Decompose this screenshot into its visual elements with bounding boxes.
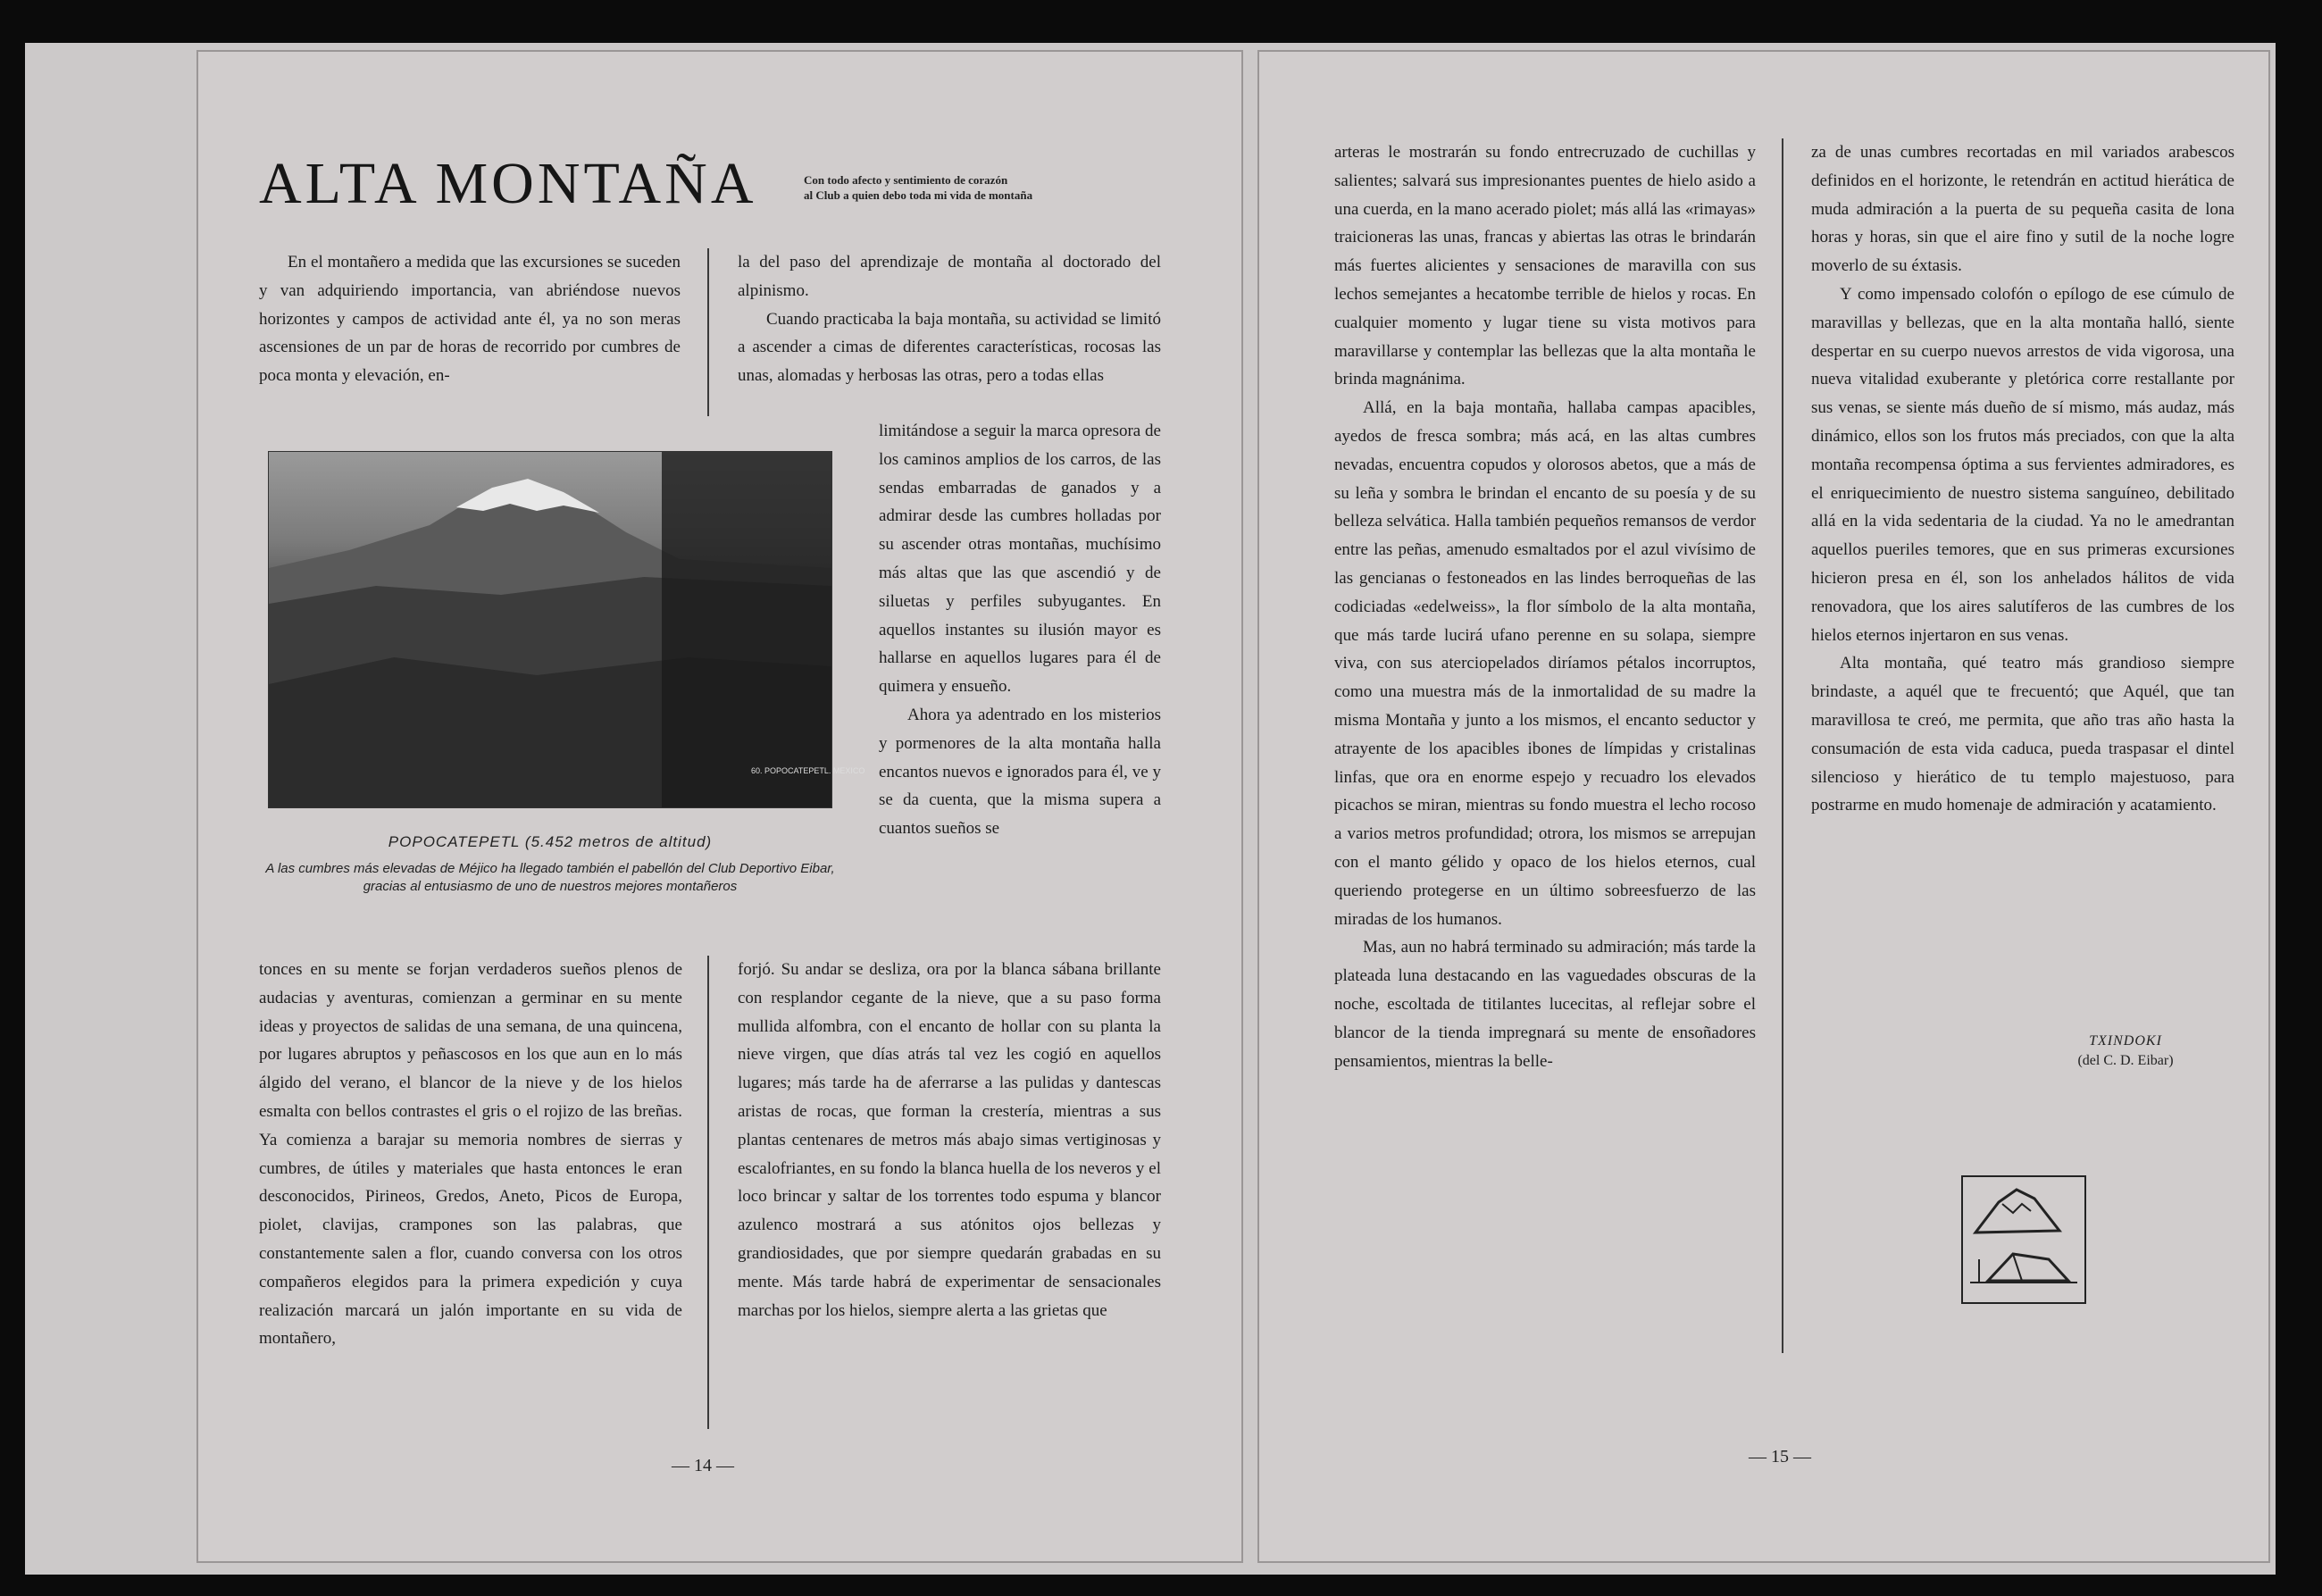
caption-text: A las cumbres más elevadas de Méjico ha llegado también el pabellón del Club Deportivo Eibar, gracias al entusiasmo de uno de nuestros mejores montañeros: [265, 861, 835, 894]
paragraph: Cuando practicaba la baja montaña, su actividad se limitó a ascender a cimas de diferentes características, rocosas las unas, alomadas y herbosas las otras, pero a todas ellas: [738, 309, 1161, 386]
snow-cap: [456, 479, 599, 513]
mountain-tent-icon: [1963, 1177, 2084, 1302]
page-number-right: — 15 —: [1749, 1447, 1811, 1466]
signature: [2054, 1032, 2197, 1071]
column-rule: [1782, 138, 1783, 1353]
paragraph: za de unas cumbres recortadas en mil variados arabescos definidos en el horizonte, le retendrán en actitud hierática de muda admiración a la puerta de su pequeña casita de lona horas y horas, sin que el aire fino y sutil de la noche logre moverlo de su éxtasis.: [1811, 143, 2234, 276]
mountain-illustration: [269, 452, 865, 807]
right-column-1: [1334, 138, 1756, 1075]
dedication-line-1: Con todo afecto y sentimiento de corazón: [804, 173, 1008, 187]
column-rule: [707, 248, 709, 416]
mountain-tent-emblem: [1961, 1175, 2086, 1304]
trees-silhouette: [662, 452, 831, 807]
paragraph: arteras le mostrarán su fondo entrecruzado de cuchillas y salientes; salvará sus impresionantes puentes de hielo asido a una cuerda, en la mano acerado piolet; más allá las «rimayas» traicioneras las unas, francas y abiertas las otras le brindarán más fuertes alicientes y sensaciones de maravilla con sus lechos semejantes a hecatombe terrible de hielos y rocas. En cualquier momento y lugar tiene su vista motivos para maravillarse y contemplar las bellezas que la alta montaña le brinda magnánima.: [1334, 143, 1756, 389]
paragraph: limitándose a seguir la marca opresora de los caminos amplios de los carros, de las sendas embarradas de ganados y a admirar desde las cumbres holladas por su ascender otras montañas, muchísimo más altas que las que ascendió y de siluetas y perfiles subyugantes. En aquellos instantes su ilusión mayor es hallarse en aquellos lugares para él de quimera y ensueño.: [879, 422, 1161, 697]
paragraph: Mas, aun no habrá terminado su admiración; más tarde la plateada luna destacando en las vaguedades obscuras de la noche, escoltada de titilantes lucecitas, al reflejar sobre el blancor de la tienda impregnará su mente de ensoñadores pensamientos, mientras la belle-: [1334, 938, 1756, 1071]
left-column-1: [259, 248, 681, 390]
author-club: (del C. D. Eibar): [2077, 1053, 2174, 1068]
paragraph: la del paso del aprendizaje de montaña al doctorado del alpinismo.: [738, 253, 1161, 300]
dedication-line-2: al Club a quien debo toda mi vida de montaña: [804, 188, 1033, 202]
paragraph: Allá, en la baja montaña, hallaba campas apacibles, ayedos de fresca sombra; más acá, en las altas cumbres nevadas, encuentra copudos y olorosos abetos, que a más de su leña y sombra le brindan el encanto de su poesía y de su belleza selvática. Halla también pequeños remansos de verdor entre las peñas, amenudo esmaltados por el azul vivísimo de las gencianas o festoneados en las lindes berroqueñas de las codiciadas «edelweiss», la flor símbolo de la alta montaña, que más tarde lucirá ufano perenne en su solapa, siempre viva, con sus aterciopelados diríamos pétalos incorruptos, como una muestra más de la inmortalidad de su madre la misma Montaña y junto a los mismos, el encanto seductor y atrayente de los apacibles ibones de límpidas y cristalinas linfas, que ora en enorme espejo y recuadro los elevados picachos se miran, mientras su fondo muestra el lecho rocoso a varios metros profundidad; otrora, los mismos se arrepujan con el manto gélido y opaco de los hielos eternos, cual queriendo protegerse en un último sobreesfuerzo de las miradas de los humanos.: [1334, 398, 1756, 929]
page-number-left: — 14 —: [672, 1456, 734, 1475]
paragraph: forjó. Su andar se desliza, ora por la blanca sábana brillante con resplandor cegante de la nieve, que a su paso forma mullida alfombra, con el encanto de hollar con su planta la nieve virgen, que días atrás tal vez les cogió en aquellos lugares; más tarde ha de aferrarse a las pulidas y dantescas aristas de rocas, que forman la crestería, mientras a sus plantas centenares de metros más abajo simas vertiginosas y escalofriantes, en su fondo la blanca huella de los neveros y el loco brincar y saltar de los torrentes todo espuma y blancor azulenco mostrará a sus atónitos ojos bellezas y grandiosidades, que por siempre quedarán grabadas en su mente. Más tarde habrá de experimentar de sensacionales marchas por los hielos, siempre alerta a las grietas que: [738, 960, 1161, 1320]
left-column-3: [259, 956, 682, 1353]
paragraph: Ahora ya adentrado en los misterios y pormenores de la alta montaña halla encantos nuevos e ignorados para él, ve y se da cuenta, que la misma supera a cuantos sueños se: [879, 705, 1161, 839]
paragraph: En el montañero a medida que las excursiones se suceden y van adquiriendo importancia, van abriéndose nuevos horizontes y campos de actividad ante él, ya no son meras ascensiones de un par de horas de recorrido por cumbres de poca monta y elevación, en-: [259, 253, 681, 386]
paragraph: Alta montaña, qué teatro más grandioso siempre brindaste, a aquél que te frecuentó; que Aquél, que tan maravillosa te creó, me permita, que año tras año hasta la consumación de esta vida caduca, pueda traspasar el dintel silencioso y hierático de tu templo majestuoso, para postrarme en mudo homenaje de admiración y acatamiento.: [1811, 654, 2234, 815]
left-column-2-wrap: [879, 417, 1161, 843]
right-column-2: [1811, 138, 2234, 820]
column-rule: [707, 956, 709, 1429]
paragraph: Y como impensado colofón o epílogo de ese cúmulo de maravillas y bellezas, que en la alta montaña halló, siente despertar en su cuerpo nuevos arrestos de vida vigorosa, una nueva vitalidad exuberante y pletórica corre restallante por sus venas, se siente más dueño de sí mismo, más audaz, más dinámico, ellos son los frutos más preciados, con que la alta montaña recompensa óptima a sus fervientes admiradores, es el enriquecimiento de nuestro sistema sanguíneo, debilitado allá en la vida sedentaria de la ciudad. Ya no le amedrantan aquellos pueriles temores, que en sus primeras excursiones hicieron presa en él, son los anhelados hálitos de vida renovadora, que los aires salutíferos de las cumbres de los hielos eternos injertaron en sus venas.: [1811, 284, 2234, 645]
dedication: [804, 172, 1125, 203]
popocatepetl-photo: [268, 451, 865, 808]
paragraph: tonces en su mente se forjan verdaderos sueños plenos de audacias y aventuras, comienzan a germinar en su mente ideas y proyectos de salidas de una semana, de una quincena, por lugares abruptos y peñascosos en los que aun en lo más álgido del verano, el blancor de la nieve y de los hielos esmalta con bellos contrastes el gris o el rojizo de las breñas. Ya comienza a barajar su memoria nombres de sierras y cumbres, de útiles y materiales que hasta entonces le eran desconocidos, Pirineos, Gredos, Aneto, Picos de Europa, piolet, clavijas, crampones son las palabras, que constantemente salen a flor, cuando conversa con los otros compañeros elegidos para la primera expedición y cuya realización marcará un jalón importante en su vida de montañero,: [259, 960, 682, 1349]
article-title: ALTA MONTAÑA: [259, 151, 757, 216]
photo-caption: [264, 833, 836, 896]
photo-mark: 60. POPOCATEPETL. MEXICO: [751, 766, 865, 775]
author-name: TXINDOKI: [2089, 1033, 2162, 1049]
left-column-4: [738, 956, 1161, 1324]
left-column-2: [738, 248, 1161, 390]
caption-title: POPOCATEPETL (5.452 metros de altitud): [388, 833, 713, 850]
